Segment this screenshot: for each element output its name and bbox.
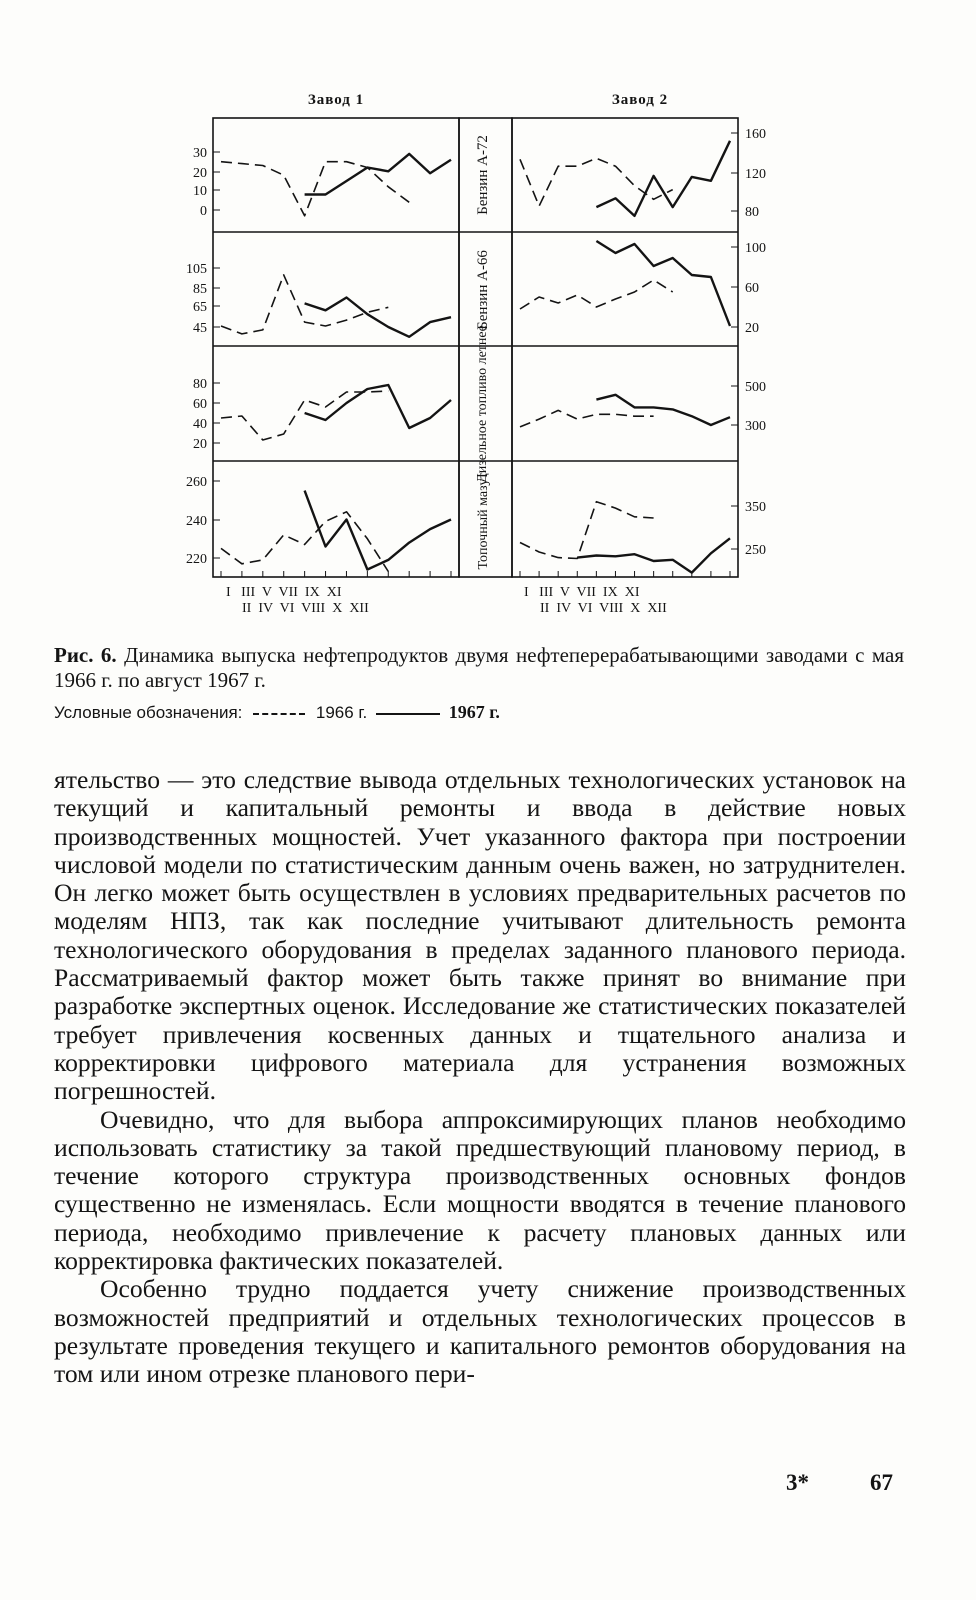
series-line-8-1966 — [520, 502, 654, 559]
legend-1967: 1967 г. — [448, 702, 500, 722]
left-axis-tick-label: 20 — [193, 437, 207, 452]
caption-text: Динамика выпуска нефтепродуктов двумя нефтеперерабатывающими заводами с мая 1966 г. по август 1967 г. — [54, 643, 905, 692]
series-line-6-1967 — [596, 241, 730, 326]
right-axis-tick-label: 100 — [745, 241, 766, 256]
legend-intro: Условные обозначения: — [54, 703, 243, 722]
right-axis-tick-label: 500 — [745, 380, 766, 395]
right-axis-tick-label: 300 — [745, 419, 766, 434]
left-axis-tick-label: 80 — [193, 377, 207, 392]
left-axis-tick-label: 0 — [200, 204, 207, 219]
series-line-3-1966 — [221, 391, 388, 440]
plant-1-months-top: I III V VII IX XI — [226, 585, 342, 600]
series-line-1-1967 — [305, 154, 451, 195]
paragraph-2: Очевидно, что для выбора аппроксимирующих планов необходимо использовать статистику за такой предшествующий плановому период, в течение которого структура производственных основных фондов существенно не изменялась. Если мощности вводятся в течение планового периода, необходимо привлечение к расчету плановых данных или корректировка фактических показателей. — [54, 1104, 906, 1276]
series-line-2-1967 — [305, 298, 451, 337]
caption-label: Рис. 6. — [54, 643, 117, 667]
product-label-a72: Бензин А-72 — [475, 135, 491, 215]
page-number: 67 — [870, 1470, 893, 1495]
production-dynamics-figure — [0, 0, 976, 640]
series-line-8-1967 — [577, 538, 730, 572]
plant-2-title: Завод 2 — [611, 92, 669, 108]
right-axis-tick-label: 120 — [745, 167, 766, 182]
left-axis-tick-label: 65 — [193, 300, 207, 315]
plant-1-months-bottom: II IV VI VIII X XII — [242, 601, 369, 616]
signature-mark: 3* — [786, 1470, 809, 1495]
plant-1-title: Завод 1 — [307, 92, 365, 108]
right-axis-tick-label: 250 — [745, 543, 766, 558]
left-axis-tick-label: 260 — [186, 475, 207, 490]
plant-2-months-top: I III V VII IX XI — [524, 585, 640, 600]
right-axis-tick-label: 350 — [745, 500, 766, 515]
right-axis-tick-label: 60 — [745, 281, 759, 296]
right-axis-tick-label: 160 — [745, 127, 766, 142]
left-axis-tick-label: 105 — [186, 262, 207, 277]
series-line-4-1967 — [305, 491, 451, 570]
series-line-7-1966 — [520, 410, 654, 427]
right-axis-tick-label: 20 — [745, 321, 759, 336]
plant-2-months-bottom: II IV VI VIII X XII — [540, 601, 667, 616]
series-line-7-1967 — [596, 395, 730, 425]
product-label-diesel: Дизельное топливо летнее — [475, 325, 490, 483]
left-axis-tick-label: 240 — [186, 514, 207, 529]
left-axis-tick-label: 20 — [193, 166, 207, 181]
legend-1966: 1966 г. — [315, 703, 368, 722]
left-axis-tick-label: 10 — [193, 184, 207, 199]
left-axis-tick-label: 40 — [193, 417, 207, 432]
left-axis-tick-label: 60 — [193, 397, 207, 412]
legend-solid-line — [376, 713, 440, 715]
series-line-5-1967 — [596, 141, 730, 216]
left-axis-tick-label: 45 — [193, 321, 207, 336]
paragraph-3: Особенно трудно поддается учету снижение производственных возможностей предприятий и отдельных технологических процессов в результате проведения текущего и капитального ремонтов оборудования на том или ином отрезке планового пери- — [54, 1274, 906, 1389]
figure-caption — [54, 643, 904, 693]
paragraph-1: ятельство — это следствие вывода отдельных технологических установок на текущий и капитальный ремонты и ввода в действие новых производственных мощностей. Учет указанного фактора при построении числовой модели по статистическим данным очень важен, но затруднителен. Он легко может быть осуществлен в условиях предварительных расчетов по моделям НПЗ, так как последние учитывают длительность ремонта технологического оборудования в пределах заданного планового периода. Рассматриваемый фактор может быть также принят во внимание при разработке экспертных оценок. Исследование же статистических показателей требует привлечения косвенных данных и тщательного анализа и корректировки цифрового материала для устранения возможных погрешностей. — [54, 765, 906, 1106]
series-line-6-1966 — [520, 280, 673, 309]
product-label-a66: Бензин А-66 — [475, 250, 491, 330]
product-label-fuel-oil: Топочный мазут — [476, 472, 491, 570]
left-axis-tick-label: 85 — [193, 282, 207, 297]
figure-legend — [54, 702, 500, 723]
right-axis-tick-label: 80 — [745, 205, 759, 220]
plant-2-frame — [512, 118, 738, 577]
body-text — [54, 766, 906, 1389]
left-axis-tick-label: 220 — [186, 552, 207, 567]
left-axis-tick-label: 30 — [193, 146, 207, 161]
legend-dashed-line — [253, 713, 305, 715]
